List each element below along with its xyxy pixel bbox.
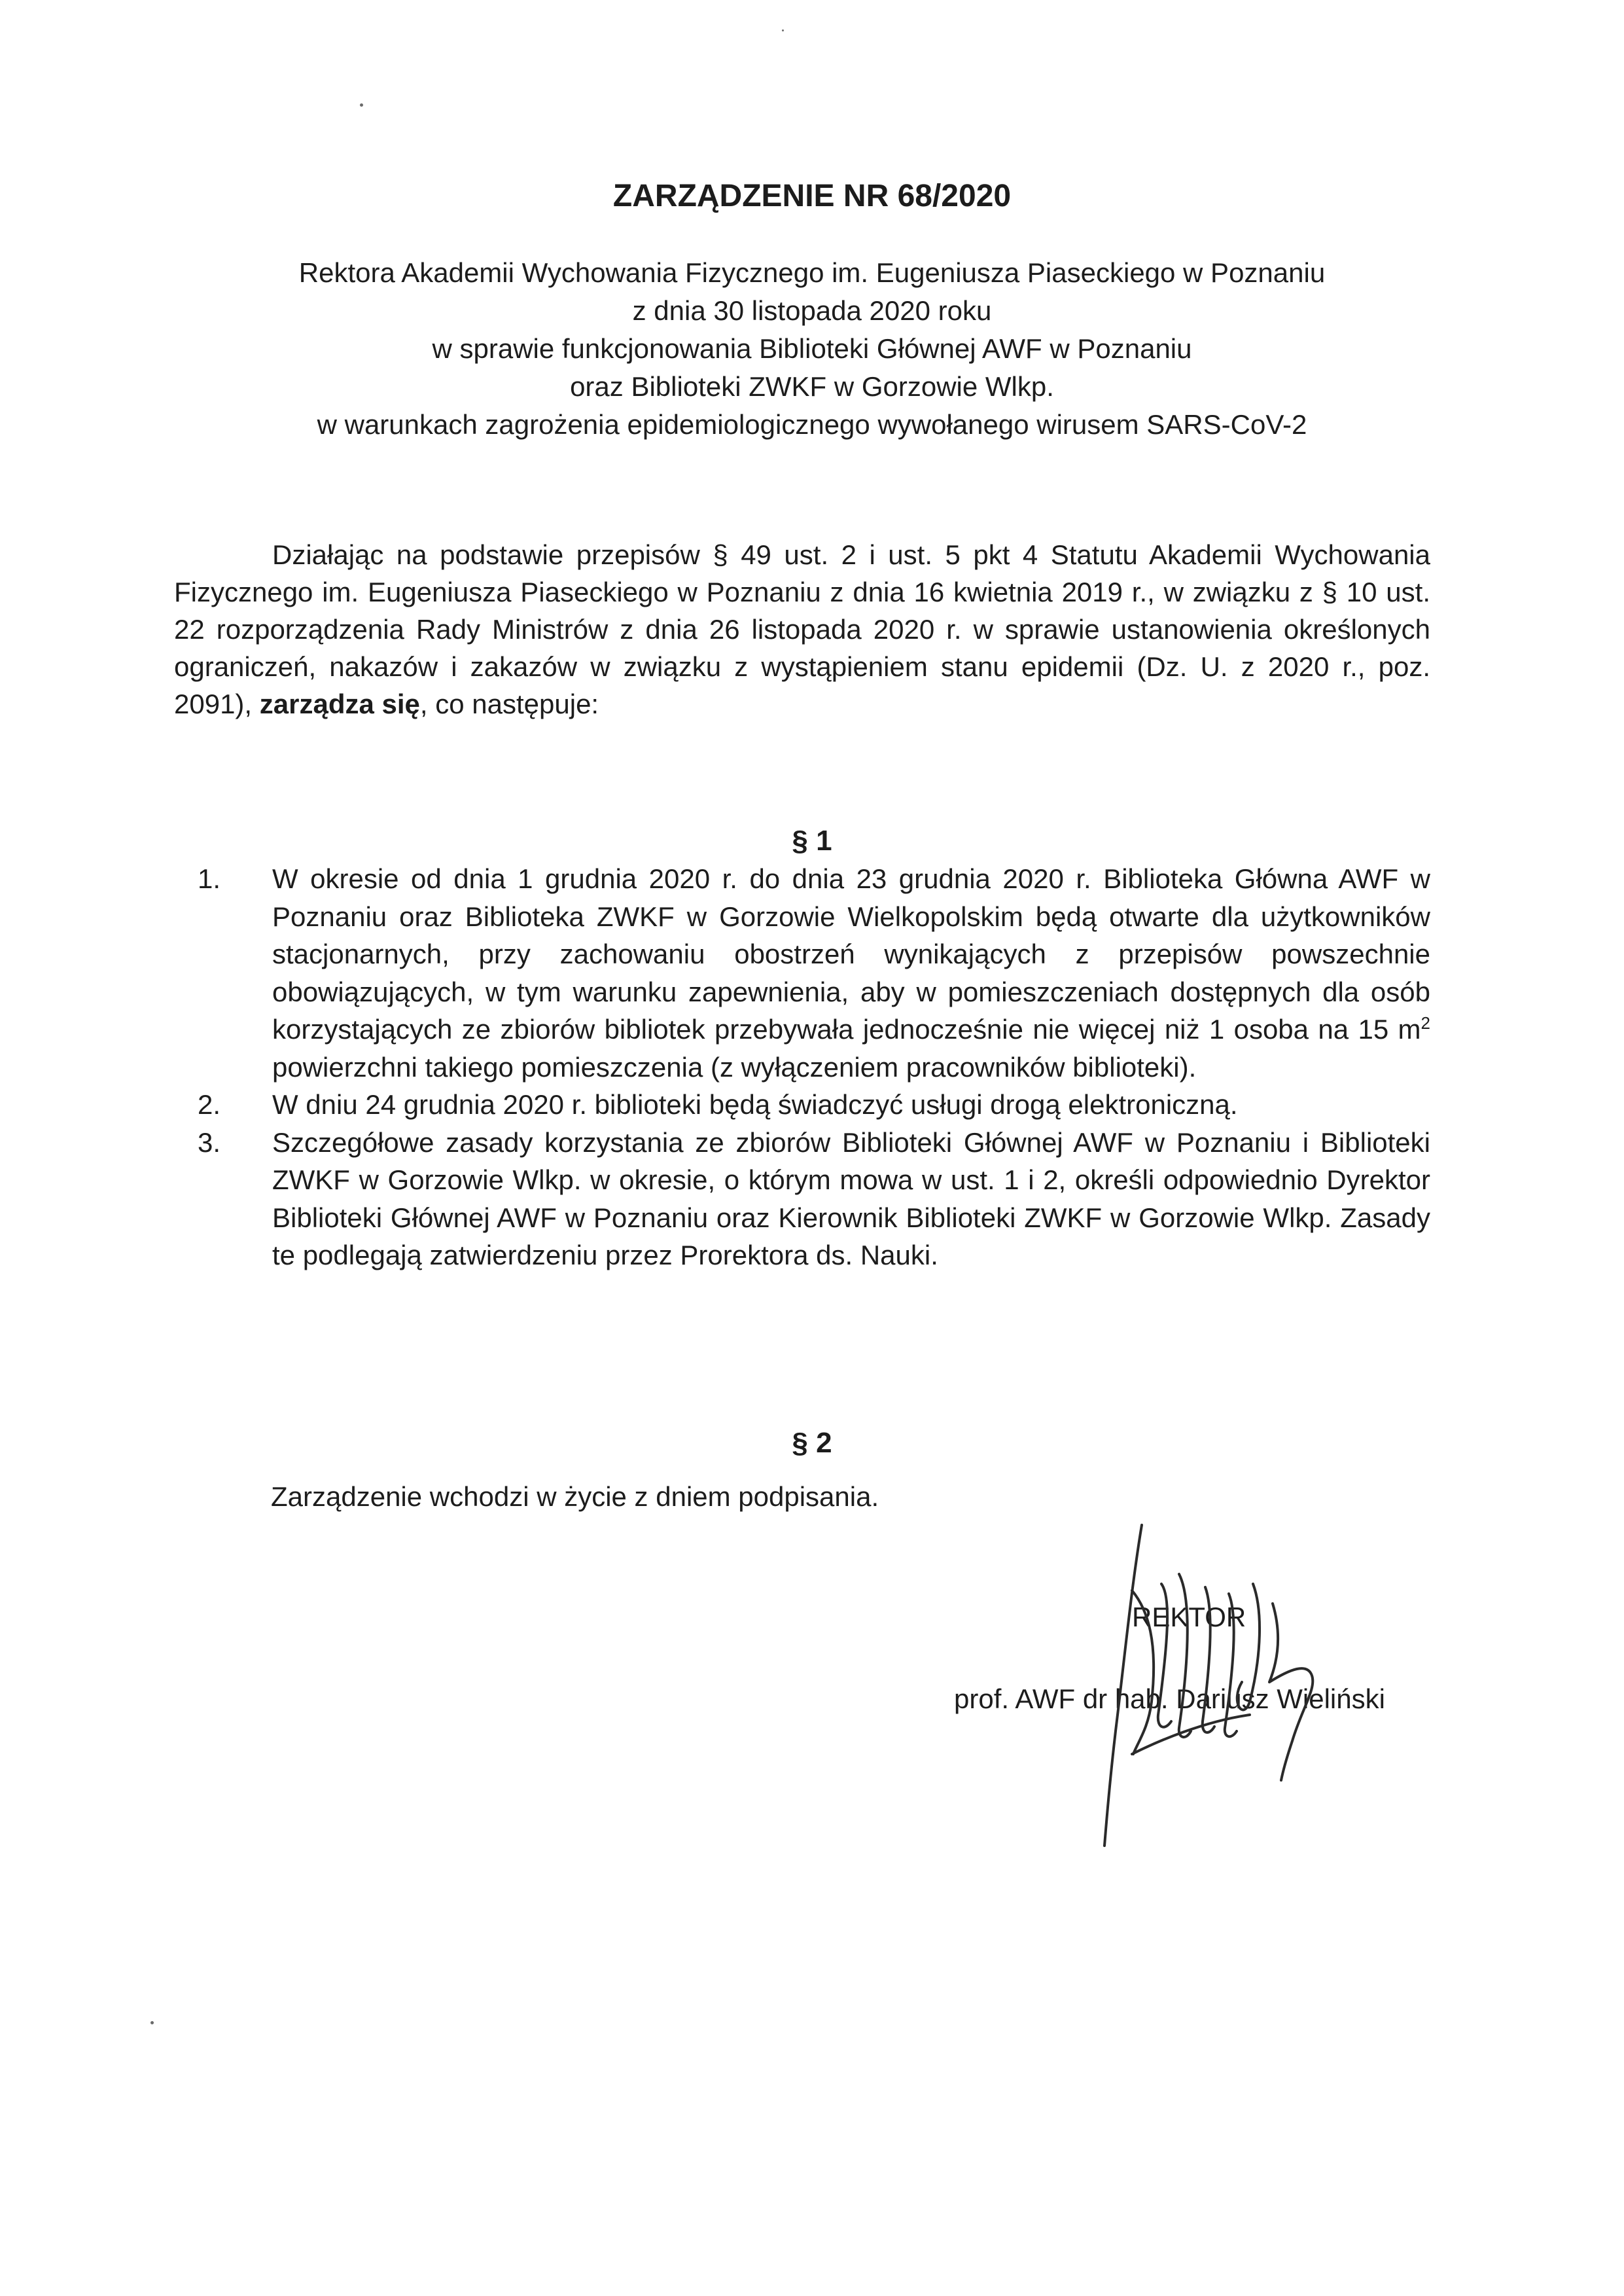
section-2-heading: § 2 [792, 1427, 832, 1459]
scan-speck [360, 103, 363, 107]
list-item-text: W okresie od dnia 1 grudnia 2020 r. do dnia 23 grudnia 2020 r. Biblioteka Główna AWF w Poznaniu oraz Biblioteka ZWKF w Gorzowie Wielkopolskim będą otwarte dla użytkowników stacjonarnych, przy zachowaniu obostrzeń wynikających z przepisów powszechnie obowiązujących, w tym warunku zapewnienia, aby w pomieszczeniach dostępnych dla osób korzystających ze zbiorów bibliotek przebywała jednocześnie nie więcej niż 1 osoba na 15 m [272, 863, 1430, 1045]
list-item-number: 1. [198, 863, 221, 894]
list-item-number: 2. [198, 1089, 221, 1120]
signatory-name: prof. AWF dr hab. Dariusz Wieliński [954, 1683, 1385, 1714]
list-item-text-end: powierzchni takiego pomieszczenia (z wyłączeniem pracowników biblioteki). [272, 1051, 1197, 1083]
scan-speck [150, 2021, 154, 2024]
list-item [174, 1124, 1430, 1274]
preamble-bold-phrase: zarządza się [259, 689, 420, 719]
document-title: ZARZĄDZENIE NR 68/2020 [612, 179, 1012, 213]
signatory-title: REKTOR [1132, 1602, 1246, 1632]
subtitle-line: oraz Biblioteki ZWKF w Gorzowie Wlkp. [570, 371, 1054, 402]
subtitle-line: w sprawie funkcjonowania Biblioteki Głównej AWF w Poznaniu [432, 333, 1192, 364]
preamble-text-end: , co następuje: [419, 689, 599, 719]
list-item [174, 1086, 1430, 1124]
list-item-text: Szczegółowe zasady korzystania ze zbiorów Biblioteki Głównej AWF w Poznaniu i Biblioteki ZWKF w Gorzowie Wlkp. w okresie, o którym mowa w ust. 1 i 2, określi odpowiednio Dyrektor Biblioteki Głównej AWF w Poznaniu oraz Kierownik Biblioteki ZWKF w Gorzowie Wlkp. Zasady te podlegają zatwierdzeniu przez Prorektora ds. Nauki. [272, 1126, 1430, 1270]
list-item [174, 860, 1430, 1086]
section-1-list [174, 860, 1430, 1274]
document-subtitle [131, 254, 1493, 444]
scan-speck [782, 29, 784, 31]
subtitle-line: Rektora Akademii Wychowania Fizycznego im. Eugeniusza Piaseckiego w Poznaniu [298, 257, 1326, 288]
list-item-number: 3. [198, 1126, 221, 1158]
subtitle-line: w warunkach zagrożenia epidemiologicznego wywołanego wirusem SARS-CoV-2 [317, 409, 1307, 440]
preamble-text: Działając na podstawie przepisów § 49 ust. 2 i ust. 5 pkt 4 Statutu Akademii Wychowania Fizycznego im. Eugeniusza Piaseckiego w Poznaniu z dnia 16 kwietnia 2019 r., w związku z § 10 ust. 22 rozporządzenia Rady Ministrów z dnia 26 listopada 2020 r. w sprawie ustanowienia określonych ograniczeń, nakazów i zakazów w związku z wystąpieniem stanu epidemii (Dz. U. z 2020 r., poz. 2091), [174, 539, 1430, 719]
section-2-text: Zarządzenie wchodzi w życie z dniem podpisania. [271, 1481, 879, 1512]
list-item-text: W dniu 24 grudnia 2020 r. biblioteki będą świadczyć usługi drogą elektroniczną. [272, 1089, 1238, 1120]
subtitle-line: z dnia 30 listopada 2020 roku [632, 295, 992, 326]
superscript: 2 [1421, 1013, 1430, 1033]
section-1-heading: § 1 [792, 825, 832, 857]
handwritten-signature [1034, 1505, 1374, 1911]
preamble-paragraph [174, 536, 1430, 723]
